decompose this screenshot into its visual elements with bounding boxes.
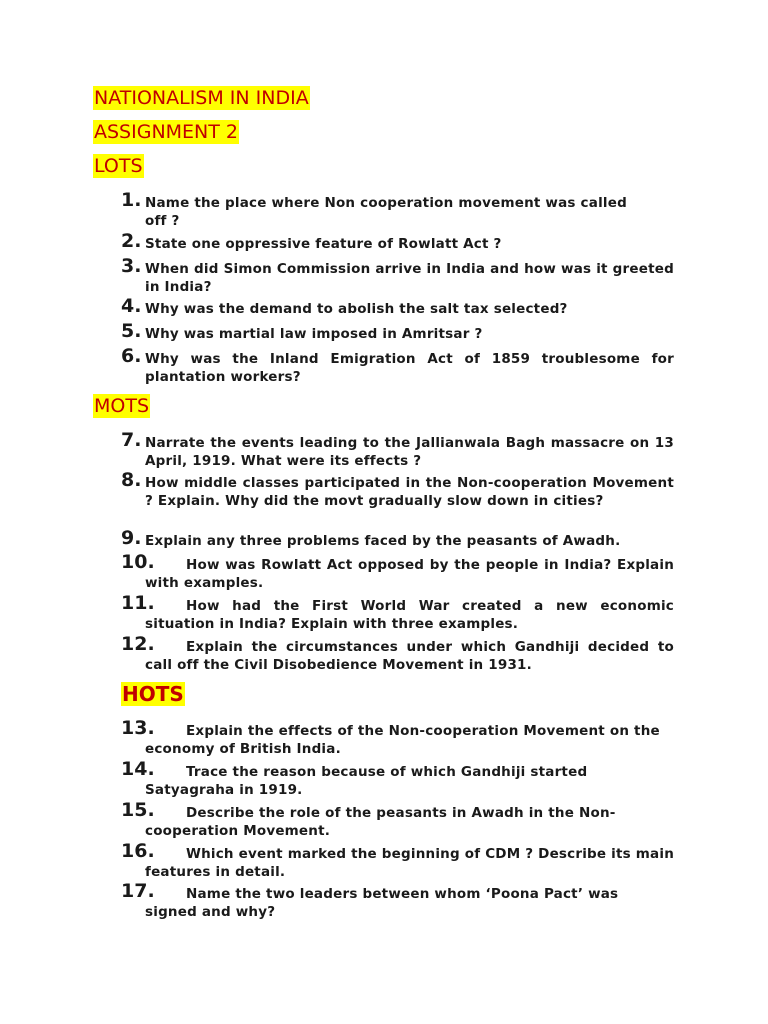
question-text: Why was martial law imposed in Amritsar ? <box>145 326 483 342</box>
section-heading-lots <box>93 154 144 178</box>
question-text: Name the place where Non cooperation movement was called off ? <box>145 195 627 229</box>
question-number: 5. <box>121 320 142 342</box>
question-text: Why was the demand to abolish the salt tax selected? <box>145 301 568 317</box>
question-text: Why was the Inland Emigration Act of 1859 troublesome for plantation workers? <box>145 351 674 385</box>
assignment-label-text: ASSIGNMENT 2 <box>94 121 239 143</box>
question-text: When did Simon Commission arrive in India and how was it greeted in India? <box>145 261 674 295</box>
question-number: 8. <box>121 469 142 491</box>
question-number: 1. <box>121 189 142 211</box>
question-item <box>0 799 768 840</box>
question-text: Which event marked the beginning of CDM ? Describe its main features in detail. <box>145 846 675 880</box>
question-text: How middle classes participated in the Non-cooperation Movement ? Explain. Why did the movt gradually slow down in cities? <box>145 475 674 509</box>
question-number: 3. <box>121 255 142 277</box>
section-heading-mots <box>93 394 150 418</box>
question-number: 15. <box>121 799 155 821</box>
question-number: 14. <box>121 758 155 780</box>
question-item <box>0 469 768 510</box>
document-title-text: NATIONALISM IN INDIA <box>94 87 309 109</box>
question-number: 4. <box>121 295 142 317</box>
question-item <box>0 255 768 296</box>
question-item <box>0 592 768 633</box>
question-text: How was Rowlatt Act opposed by the people in India? Explain with examples. <box>145 557 674 591</box>
section-heading-text: LOTS <box>94 155 143 177</box>
question-number: 6. <box>121 345 142 367</box>
question-item <box>0 295 768 318</box>
assignment-label <box>93 120 239 144</box>
question-item <box>0 633 768 674</box>
question-item <box>0 189 768 230</box>
question-item <box>0 551 768 592</box>
question-item <box>0 758 768 799</box>
question-number: 13. <box>121 717 155 739</box>
question-text: Describe the role of the peasants in Awadh in the Non-cooperation Movement. <box>145 805 616 839</box>
section-heading-text: MOTS <box>94 395 150 417</box>
question-item <box>0 230 768 253</box>
question-text: Explain the effects of the Non-cooperation Movement on the economy of British India. <box>145 723 660 757</box>
question-text: Name the two leaders between whom ‘Poona Pact’ was signed and why? <box>145 886 619 920</box>
question-number: 10. <box>121 551 155 573</box>
question-text: Narrate the events leading to the Jallianwala Bagh massacre on 13 April, 1919. What were its effects ? <box>145 435 674 469</box>
question-item <box>0 840 768 881</box>
section-heading-hots <box>121 682 185 706</box>
question-item <box>0 345 768 386</box>
question-text: Trace the reason because of which Gandhiji started Satyagraha in 1919. <box>145 764 588 798</box>
question-text: How had the First World War created a new economic situation in India? Explain with three examples. <box>145 598 674 632</box>
question-item <box>0 320 768 343</box>
question-number: 7. <box>121 429 142 451</box>
question-text: State one oppressive feature of Rowlatt Act ? <box>145 236 502 252</box>
question-item <box>0 429 768 470</box>
question-number: 11. <box>121 592 155 614</box>
question-number: 2. <box>121 230 142 252</box>
document-title <box>93 86 310 110</box>
question-item <box>0 717 768 758</box>
section-heading-text: HOTS <box>122 682 184 706</box>
question-number: 9. <box>121 527 142 549</box>
question-text: Explain any three problems faced by the peasants of Awadh. <box>145 533 621 549</box>
question-number: 16. <box>121 840 155 862</box>
question-item <box>0 880 768 921</box>
question-text: Explain the circumstances under which Gandhiji decided to call off the Civil Disobedience Movement in 1931. <box>145 639 674 673</box>
question-number: 12. <box>121 633 155 655</box>
question-number: 17. <box>121 880 155 902</box>
question-item <box>0 527 768 550</box>
